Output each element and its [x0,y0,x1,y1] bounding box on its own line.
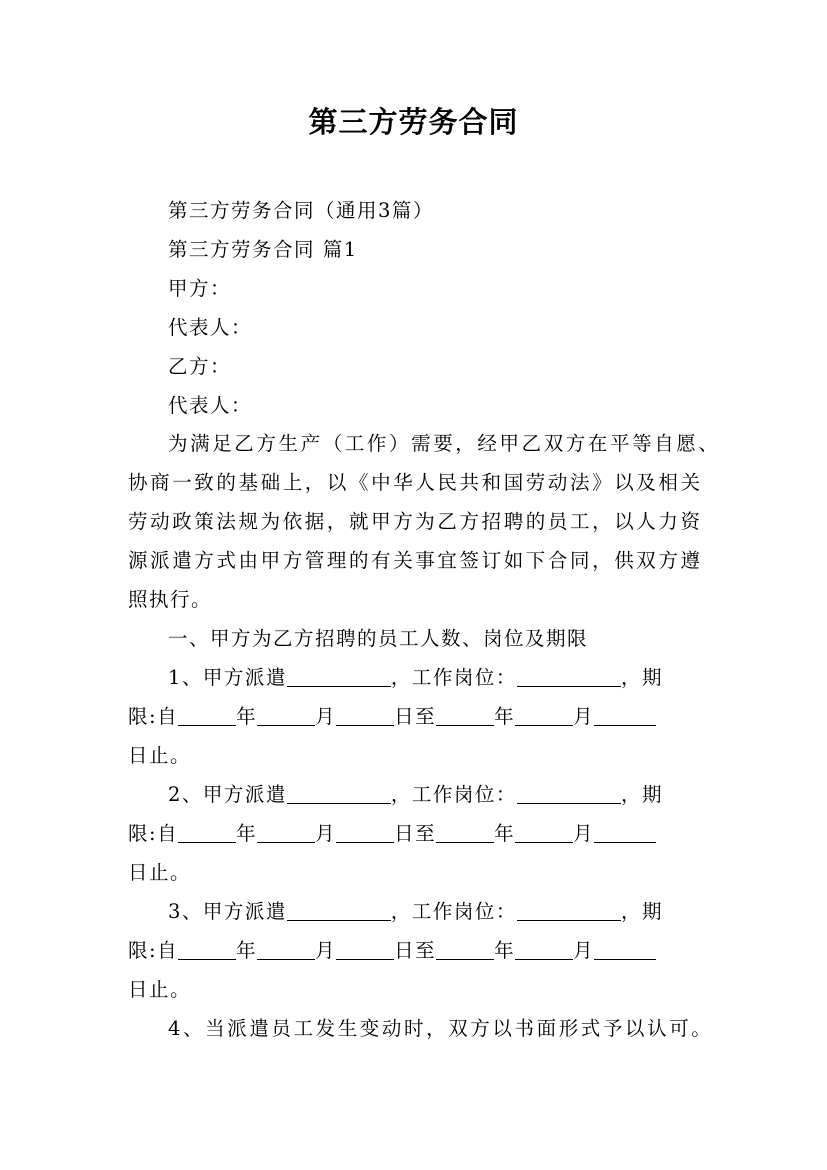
end-day-blank [594,822,656,843]
end-day-blank [594,939,656,960]
document-subtitle: 第三方劳务合同（通用3篇） [168,199,434,222]
term-label: ，期 [620,783,663,806]
term-label: ，期 [620,900,663,923]
period-from-label: 限:自 [128,939,179,962]
intro-paragraph-line: 协商一致的基础上，以《中华人民共和国劳动法》以及相关 [128,471,703,494]
post-label: ，工作岗位： [390,900,517,923]
end-month-blank [515,705,573,726]
headcount-blank [287,783,391,804]
party-a-label: 甲方： [168,277,232,300]
month-label: 月 [573,939,595,962]
period-from-label: 限:自 [128,822,179,845]
document-title: 第三方劳务合同 [308,105,519,139]
day-to-label: 日至 [394,939,437,962]
end-year-blank [436,822,494,843]
day-to-label: 日至 [394,705,437,728]
year-label: 年 [494,939,516,962]
end-year-blank [436,939,494,960]
year-label: 年 [236,822,258,845]
dispatch-item-2 [168,780,708,810]
month-label: 月 [573,705,595,728]
dispatch-item-1 [168,663,708,693]
intro-paragraph-line: 照执行。 [128,588,213,611]
start-day-blank [336,705,394,726]
start-month-blank [257,822,315,843]
dispatch-item-2-period [128,819,708,849]
post-blank [517,666,621,687]
post-blank [517,783,621,804]
dispatch-item-1-end: 日止。 [128,744,192,767]
start-day-blank [336,939,394,960]
start-month-blank [257,705,315,726]
month-label: 月 [573,822,595,845]
dispatch-item-3-period [128,936,708,966]
dispatch-item-3-end: 日止。 [128,978,192,1001]
start-year-blank [178,939,236,960]
post-blank [517,900,621,921]
post-label: ，工作岗位： [390,666,517,689]
party-b-label: 乙方： [168,355,232,378]
section-heading: 第三方劳务合同 篇1 [168,238,358,261]
intro-paragraph-line: 劳动政策法规为依据，就甲方为乙方招聘的员工，以人力资 [128,510,703,533]
month-label: 月 [315,822,337,845]
year-label: 年 [236,705,258,728]
year-label: 年 [236,939,258,962]
intro-paragraph-line: 源派遣方式由甲方管理的有关事宜签订如下合同，供双方遵 [128,549,703,572]
end-day-blank [594,705,656,726]
start-year-blank [178,822,236,843]
dispatch-item-3 [168,897,708,927]
term-label: ，期 [620,666,663,689]
representative-b-label: 代表人： [168,394,253,417]
end-month-blank [515,822,573,843]
end-year-blank [436,705,494,726]
representative-a-label: 代表人： [168,316,253,339]
headcount-blank [287,900,391,921]
dispatch-number-label: 1、甲方派遣 [168,666,287,689]
day-to-label: 日至 [394,822,437,845]
dispatch-number-label: 3、甲方派遣 [168,900,287,923]
end-month-blank [515,939,573,960]
month-label: 月 [315,705,337,728]
year-label: 年 [494,705,516,728]
year-label: 年 [494,822,516,845]
dispatch-item-2-end: 日止。 [128,861,192,884]
month-label: 月 [315,939,337,962]
period-from-label: 限:自 [128,705,179,728]
clause-1-heading: 一、甲方为乙方招聘的员工人数、岗位及期限 [168,627,589,650]
dispatch-item-1-period [128,702,708,732]
headcount-blank [287,666,391,687]
intro-paragraph-line: 为满足乙方生产（工作）需要，经甲乙双方在平等自愿、 [168,432,721,455]
clause-item-4: 4、当派遣员工发生变动时，双方以书面形式予以认可。 [168,1017,714,1040]
start-month-blank [257,939,315,960]
start-year-blank [178,705,236,726]
dispatch-number-label: 2、甲方派遣 [168,783,287,806]
post-label: ，工作岗位： [390,783,517,806]
start-day-blank [336,822,394,843]
